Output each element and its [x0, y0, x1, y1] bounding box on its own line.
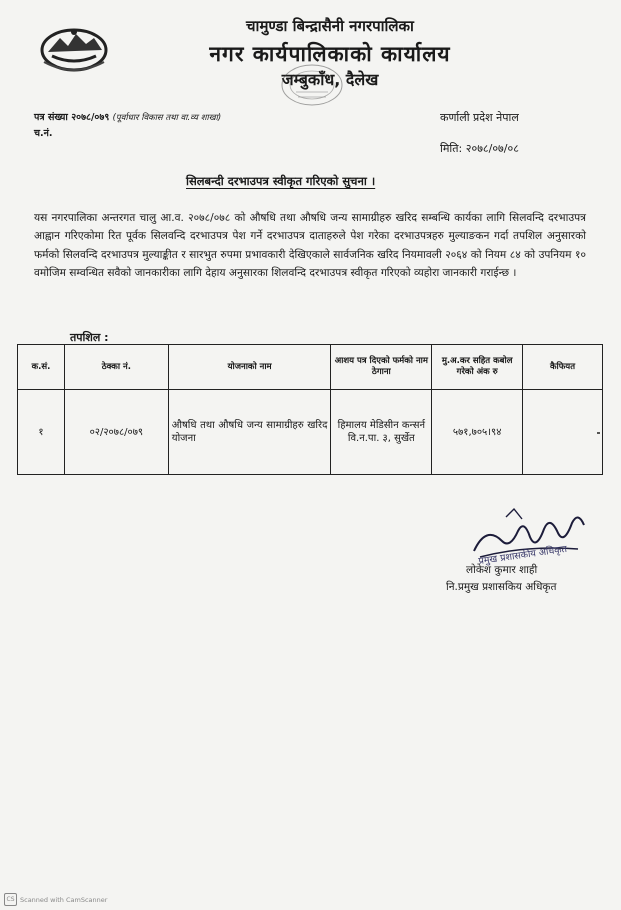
watermark-text: Scanned with CamScanner	[20, 895, 108, 904]
chalani-number: च.नं.	[34, 128, 53, 139]
cell-remarks	[523, 390, 603, 475]
camscanner-icon: CS	[4, 893, 17, 906]
table-row	[18, 390, 603, 475]
table-header-row	[18, 345, 603, 390]
municipality-name: चामुण्डा बिन्द्रासैनी नगरपालिका	[246, 17, 414, 35]
signatory-name: लोकेश कुमार शाही	[466, 564, 538, 576]
details-table	[17, 344, 603, 475]
header-project-name: योजनाको नाम	[168, 345, 331, 390]
patra-sankhya: पत्र संख्या २०७८/०७९	[34, 112, 110, 123]
scan-speck	[597, 432, 600, 434]
notice-body: यस नगरपालिका अन्तरगत चालु आ.व. २०७८/०७८ को औषधि तथा औषधि जन्य सामाग्रीहरु खरिद सम्बन्धि कार्यका लागि सिलवन्दि दरभाउपत्र आह्वान गरिएकोमा रित पूर्वक सिलवन्दि दरभाउपत्र पेश गर्ने दरभाउपत्र दाताहरुले पेश गरेका दरभाउपत्रहरु मुल्याङकन गर्दा तपशिल अनुसारको फर्मको सिलवन्दि दरभाउपत्र मुल्याङ्कीत र सारभुत रुपमा प्रभावकारी देखिएकाले सार्वजनिक खरिद नियमावली २०६४ को नियम ८४ को उपनियम १० वमोजिम सम्वन्धित सवैको जानकारीका लागि देहाय अनुसारका शिलवन्दि दरभाउपत्र स्वीकृत गरिएको व्यहोरा जानकारी गराईन्छ ।	[34, 212, 586, 280]
details-heading: तपशिल :	[70, 331, 109, 344]
office-name: नगर कार्यपालिकाको कार्यालय	[209, 42, 451, 66]
header-remarks: कैफियत	[523, 345, 603, 390]
cell-project-name: औषधि तथा औषधि जन्य सामाग्रीहरु खरिद योजना	[168, 390, 331, 475]
cell-firm-name: हिमालय मेडिसीन कन्सर्न वि.न.पा. ३, सुर्खेत	[331, 390, 432, 475]
scanner-watermark	[4, 893, 107, 906]
cell-sn: १	[18, 390, 65, 475]
header-contract-no: ठेक्का नं.	[64, 345, 168, 390]
cell-contract-no: ०२/२०७८/०७९	[64, 390, 168, 475]
letter-date: मिति: २०७८/०७/०८	[440, 142, 519, 155]
office-stamp	[278, 62, 346, 108]
branch-name: (पूर्वाधार विकास तथा वा.व्य शाखा)	[112, 113, 222, 123]
signatory-title: नि.प्रमुख प्रशासकिय अधिकृत	[446, 581, 557, 593]
nepal-emblem-logo	[38, 22, 110, 74]
province-name: कर्णाली प्रदेश नेपाल	[440, 111, 519, 124]
header-amount: मु.अ.कर सहित कबोल गरेको अंक रु	[432, 345, 523, 390]
header-sn: क.सं.	[18, 345, 65, 390]
notice-subject: सिलबन्दी दरभाउपत्र स्वीकृत गरिएको सुचना ।	[186, 174, 376, 188]
header-firm-name: आशय पत्र दिएको फर्मको नाम ठेगाना	[331, 345, 432, 390]
cell-amount: ५७१,७०५।९४	[432, 390, 523, 475]
office-address: जम्बुकाँध, दैलेख	[281, 70, 379, 89]
signature-stamp-title: प्रमुख प्रशासकीय अधिकृत	[477, 543, 568, 568]
reference-number	[34, 110, 221, 123]
